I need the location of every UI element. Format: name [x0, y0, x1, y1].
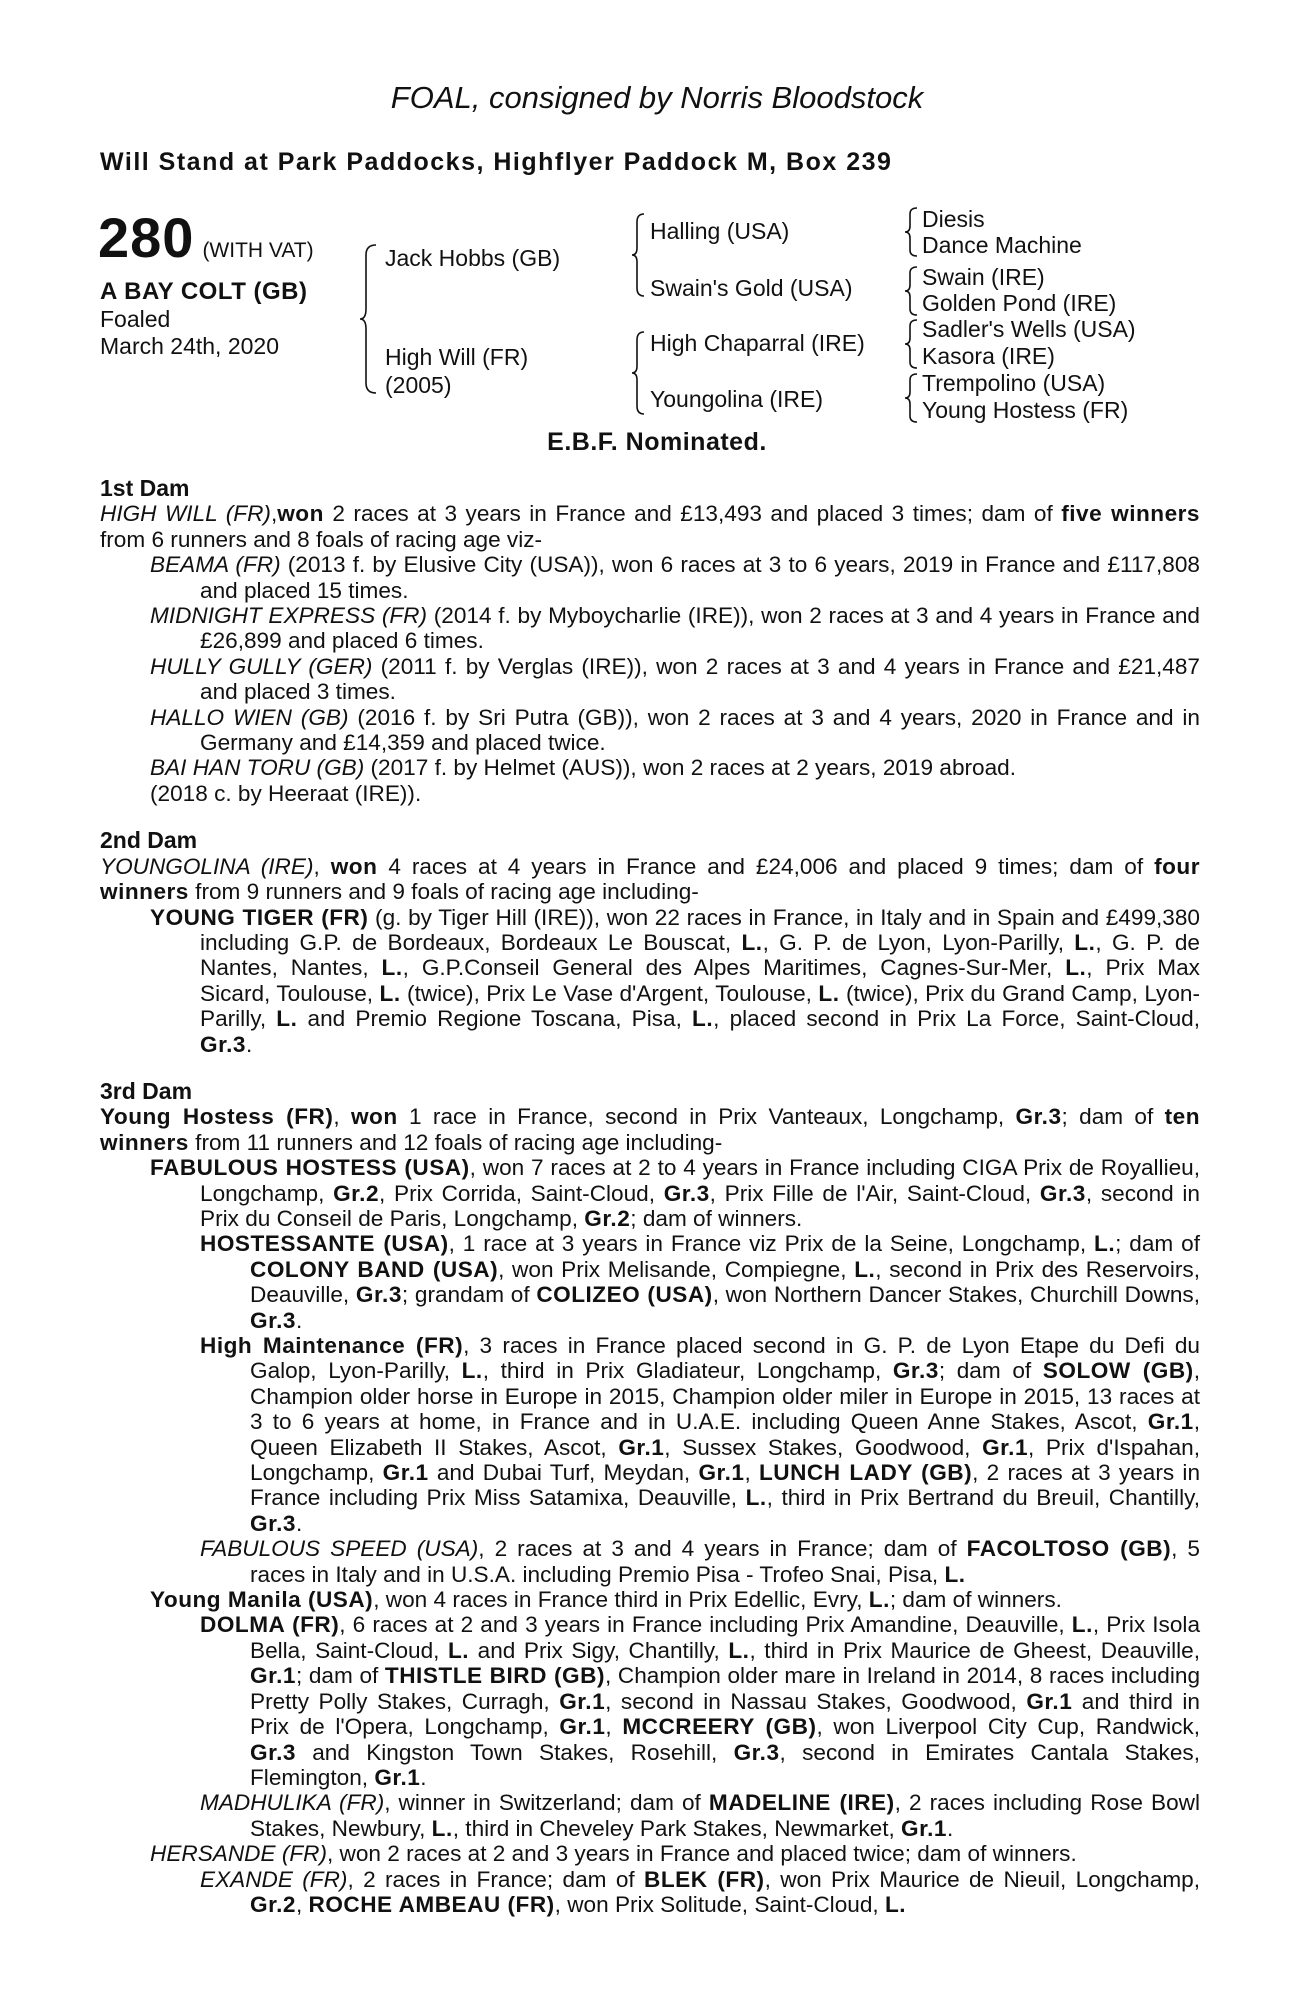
entry-text-run: ; dam of — [295, 1663, 385, 1689]
entry-text-run: L. — [818, 980, 840, 1006]
pedigree-entry — [100, 1536, 1200, 1587]
entry-text-run: MADHULIKA (FR) — [200, 1790, 385, 1816]
gg-brace-1 — [903, 206, 919, 258]
entry-text-run: and Premio Regione Toscana, Pisa, — [297, 1006, 693, 1032]
pedigree-entry — [100, 1867, 1200, 1918]
ggparent-3: Swain (IRE) — [922, 264, 1045, 290]
dam-name: High Will (FR) — [385, 344, 529, 370]
entry-text-run: from 9 runners and 9 foals of racing age including- — [188, 879, 699, 905]
section-heading: 1st Dam — [100, 475, 190, 501]
entry-text-run: . — [295, 1510, 303, 1536]
entry-text-run: L. — [854, 1256, 876, 1282]
entry-text-run: LUNCH LADY (GB) — [759, 1460, 973, 1486]
entry-text-run: , Prix Corrida, Saint-Cloud, — [379, 1180, 664, 1206]
entry-text-run: , G. P. de Nantes, Nantes, — [200, 929, 1200, 981]
entry-text-run: and Dubai Turf, Meydan, — [428, 1460, 699, 1486]
entry-text-run: BEAMA (FR) — [150, 552, 281, 578]
pedigree-entry — [100, 755, 1200, 780]
entry-text-run: Gr.1 — [559, 1688, 606, 1714]
entry-text-run: L. — [431, 1815, 453, 1841]
entry-text-run: Gr.3 — [663, 1180, 710, 1206]
entry-text-run: , second in Prix des Reservoirs, Deauville, — [250, 1256, 1200, 1308]
entry-text-run: ; dam of — [1115, 1231, 1200, 1257]
entry-text-run: , won Prix Maurice de Nieuil, Longchamp, — [764, 1866, 1200, 1892]
pedigree-entry — [100, 1333, 1200, 1536]
entry-text-run: , won Prix Solitude, Saint-Cloud, — [554, 1891, 885, 1917]
entry-text-run: (2017 f. by Helmet (AUS)), won 2 races at 2 years, 2019 abroad. — [364, 755, 1017, 781]
entry-text-run: won — [350, 1104, 398, 1130]
entry-text-run: , Prix Fille de l'Air, Saint-Cloud, — [709, 1180, 1040, 1206]
sire-sire: Halling (USA) — [650, 218, 790, 244]
section-heading: 2nd Dam — [100, 827, 198, 854]
entry-text-run: THISTLE BIRD (GB) — [384, 1663, 605, 1689]
entry-text-run: , G.P.Conseil General des Alpes Maritimes, Cagnes-Sur-Mer, — [402, 955, 1066, 981]
ggparent-4: Golden Pond (IRE) — [922, 290, 1117, 316]
gg-brace-2 — [903, 265, 919, 317]
entry-text-run: L. — [741, 929, 763, 955]
entry-text-run: (2016 f. by Sri Putra (GB)), won 2 races at 3 and 4 years, 2020 in France and in Germany and £14,359 and placed twice. — [200, 704, 1200, 756]
sire-dam: Swain's Gold (USA) — [650, 275, 853, 301]
ggparent-2: Dance Machine — [922, 232, 1082, 258]
entry-text-run: . — [420, 1764, 427, 1790]
pedigree-entry — [100, 1612, 1200, 1790]
entry-text-run: L. — [944, 1561, 966, 1587]
gg-brace-3 — [903, 318, 919, 370]
entry-text-run: , Champion older horse in Europe in 2015, Champion older miler in Europe in 2015, 13 races at 3 to 6 years at home, in France and in U.A.E. including Queen Anne Stakes, Ascot, — [250, 1358, 1200, 1435]
ebf-nomination: E.B.F. Nominated. — [547, 428, 767, 456]
entry-text-run: L. — [1065, 955, 1087, 981]
entry-text-run: L. — [692, 1006, 714, 1032]
entry-text-run: L. — [745, 1485, 767, 1511]
entry-text-run: . — [295, 1307, 303, 1333]
entry-text-run: Gr.3 — [1015, 1104, 1062, 1130]
entry-text-run: Gr.3 — [892, 1358, 939, 1384]
entry-text-run: SOLOW (GB) — [1042, 1358, 1194, 1384]
entry-text-run: COLIZEO (USA) — [536, 1282, 713, 1308]
stand-location: Will Stand at Park Paddocks, Highflyer Paddock M, Box 239 — [100, 148, 893, 176]
entry-text-run: FABULOUS SPEED (USA) — [200, 1536, 479, 1562]
entry-text-run: , — [295, 1891, 309, 1917]
sire-dam-brace — [358, 243, 380, 395]
entry-text-run: ; dam of winners. — [630, 1205, 803, 1231]
foaled-date: March 24th, 2020 — [100, 333, 280, 359]
entry-text-run: Gr.2 — [250, 1891, 296, 1917]
entry-text-run: Gr.1 — [1147, 1409, 1194, 1435]
entry-text-run: MADELINE (IRE) — [708, 1790, 895, 1816]
entry-text-run: ; dam of — [938, 1358, 1043, 1384]
entry-text-run: Gr.1 — [559, 1714, 606, 1740]
entry-text-run: , — [313, 853, 331, 879]
entry-text-run: won — [277, 501, 324, 527]
entry-text-run: Young Manila (USA) — [150, 1587, 374, 1613]
entry-text-run: won — [330, 853, 378, 879]
entry-text-run: BAI HAN TORU (GB) — [150, 755, 365, 781]
lot-heading — [98, 205, 314, 270]
entry-text-run: four winners — [100, 853, 1200, 905]
entry-text-run: , won 2 races at 2 and 3 years in France and placed twice; dam of winners. — [327, 1841, 1077, 1867]
vat-note: (WITH VAT) — [202, 239, 314, 262]
entry-text-run: Gr.3 — [250, 1307, 296, 1333]
dam-dam: Youngolina (IRE) — [650, 386, 824, 412]
pedigree-entry — [100, 1587, 1200, 1612]
entry-text-run: , second in Emirates Cantala Stakes, Flemington, — [250, 1739, 1200, 1790]
entry-text-run: HULLY GULLY (GER) — [150, 653, 373, 679]
entry-text-run: , 5 races in Italy and in U.S.A. including Premio Pisa - Trofeo Snai, Pisa, — [250, 1536, 1200, 1587]
entry-text-run: and third in Prix de l'Opera, Longchamp, — [250, 1688, 1200, 1740]
entry-text-run: , placed second in Prix La Force, Saint-Cloud, — [713, 1006, 1200, 1032]
entry-text-run: HERSANDE (FR) — [150, 1841, 327, 1867]
entry-text-run: 1 race in France, second in Prix Vanteaux, Longchamp, — [397, 1104, 1016, 1130]
entry-text-run: Gr.1 — [698, 1460, 745, 1486]
entry-text-run: from 11 runners and 12 foals of racing age including- — [188, 1129, 723, 1155]
entry-text-run: Gr.3 — [200, 1031, 246, 1057]
entry-text-run: , — [270, 501, 278, 527]
entry-text-run: Gr.1 — [250, 1663, 296, 1689]
entry-text-run: and Kingston Town Stakes, Rosehill, — [295, 1739, 734, 1765]
pedigree-entry — [100, 654, 1200, 705]
entry-text-run: ; dam of winners. — [889, 1587, 1062, 1613]
ggparent-1: Diesis — [922, 206, 985, 232]
entry-text-run: L. — [461, 1358, 483, 1384]
entry-text-run: . — [947, 1815, 954, 1841]
entry-text-run: Gr.1 — [618, 1434, 665, 1460]
entry-text-run: , 2 races at 3 years in France including Prix Miss Satamixa, Deauville, — [250, 1460, 1201, 1511]
dam-parents-brace — [630, 330, 646, 416]
entry-text-run: L. — [381, 955, 403, 981]
produce-record — [100, 476, 1200, 1917]
entry-text-run: ten winners — [100, 1104, 1200, 1155]
entry-text-run: L. — [884, 1891, 907, 1917]
entry-text-run: , 2 races in France; dam of — [347, 1866, 645, 1892]
consignment-line: FOAL, consigned by Norris Bloodstock — [390, 80, 924, 115]
pedigree-entry — [100, 501, 1200, 552]
entry-text-run: EXANDE (FR) — [200, 1866, 348, 1892]
entry-text-run: L. — [448, 1637, 470, 1663]
entry-text-run: High Maintenance (FR) — [200, 1333, 464, 1358]
entry-text-run: Gr.1 — [1026, 1688, 1073, 1714]
entry-text-run: FACOLTOSO (GB) — [966, 1536, 1172, 1562]
entry-text-run: , Prix Max Sicard, Toulouse, — [200, 955, 1200, 1006]
entry-text-run: HALLO WIEN (GB) — [150, 704, 349, 730]
ggparent-6: Kasora (IRE) — [922, 343, 1055, 369]
entry-text-run: YOUNGOLINA (IRE) — [100, 853, 314, 879]
pedigree-entry — [100, 1104, 1200, 1155]
entry-text-run: Gr.3 — [250, 1739, 296, 1765]
entry-text-run: , winner in Switzerland; dam of — [384, 1790, 709, 1816]
entry-text-run: and Prix Sigy, Chantilly, — [469, 1637, 729, 1663]
entry-text-run: , 1 race at 3 years in France viz Prix de la Seine, Longchamp, — [448, 1231, 1095, 1257]
entry-text-run: (twice), Prix du Grand Camp, Lyon-Parilly, — [200, 980, 1201, 1032]
entry-text-run: L. — [276, 1006, 298, 1032]
entry-text-run: BLEK (FR) — [644, 1866, 765, 1892]
pedigree-entry — [100, 552, 1200, 603]
entry-text-run: , Prix d'Ispahan, Longchamp, — [250, 1434, 1201, 1486]
entry-text-run: , third in Prix Bertrand du Breuil, Chantilly, — [766, 1485, 1200, 1511]
entry-text-run: ROCHE AMBEAU (FR) — [308, 1891, 555, 1917]
entry-text-run: , won Prix Melisande, Compiegne, — [498, 1256, 855, 1282]
entry-text-run: , 6 races at 2 and 3 years in France including Prix Amandine, Deauville, — [339, 1612, 1072, 1638]
entry-text-run: , third in Prix Gladiateur, Longchamp, — [482, 1358, 893, 1384]
entry-text-run: DOLMA (FR) — [200, 1612, 340, 1638]
entry-text-run: (2018 c. by Heeraat (IRE)). — [150, 780, 422, 806]
entry-text-run: L. — [1071, 1612, 1093, 1638]
entry-text-run: Young Hostess (FR) — [100, 1104, 334, 1130]
entry-text-run: Gr.1 — [382, 1460, 429, 1486]
entry-text-run: , — [605, 1714, 623, 1740]
entry-text-run: ; dam of — [1061, 1104, 1165, 1130]
entry-text-run: (twice), Prix Le Vase d'Argent, Toulouse, — [400, 980, 819, 1006]
entry-text-run: , won 7 races at 2 to 4 years in France including CIGA Prix de Royallieu, Longchamp, — [200, 1155, 1200, 1206]
foaled-label: Foaled — [100, 306, 171, 332]
entry-text-run: HIGH WILL (FR) — [100, 501, 271, 527]
entry-text-run: , Champion older mare in Ireland in 2014, 8 races including Pretty Polly Stakes, Curragh, — [250, 1663, 1201, 1714]
entry-text-run: Gr.3 — [355, 1282, 402, 1308]
entry-text-run: , 2 races including Rose Bowl Stakes, Newbury, — [250, 1790, 1200, 1841]
entry-text-run: , won Northern Dancer Stakes, Churchill Downs, — [712, 1282, 1200, 1308]
entry-text-run: 2 races at 3 years in France and £13,493 and placed 3 times; dam of — [323, 501, 1062, 527]
entry-text-run: L. — [1074, 929, 1096, 955]
entry-text-run: , 3 races in France placed second in G. P. de Lyon Etape du Defi du Galop, Lyon-Parilly, — [250, 1333, 1200, 1384]
section-heading: 3rd Dam — [100, 1077, 193, 1104]
pedigree-entry — [100, 1841, 1200, 1866]
entry-text-run: , won 4 races in France third in Prix Edellic, Evry, — [373, 1587, 869, 1613]
entry-text-run: five winners — [1061, 501, 1200, 527]
entry-text-run: , second in Prix du Conseil de Paris, Longchamp, — [200, 1180, 1200, 1231]
entry-text-run: Gr.1 — [901, 1815, 947, 1841]
entry-text-run: (2011 f. by Verglas (IRE)), won 2 races at 3 and 4 years in France and £21,487 and placed 3 times. — [200, 653, 1200, 705]
pedigree-entry — [100, 1231, 1200, 1333]
entry-text-run: HOSTESSANTE (USA) — [200, 1231, 449, 1257]
entry-text-run: YOUNG TIGER (FR) — [150, 904, 369, 930]
pedigree-entry — [100, 1155, 1200, 1231]
lot-description: A BAY COLT (GB) — [100, 278, 308, 305]
dam-year: (2005) — [385, 372, 452, 398]
entry-text-run: , third in Prix Maurice de Gheest, Deauville, — [749, 1637, 1200, 1663]
sire-parents-brace — [630, 212, 646, 298]
entry-text-run: , 2 races at 3 and 4 years in France; dam of — [478, 1536, 967, 1562]
ggparent-7: Trempolino (USA) — [922, 370, 1106, 396]
entry-text-run: Gr.2 — [333, 1180, 380, 1206]
entry-text-run: , Queen Elizabeth II Stakes, Ascot, — [250, 1409, 1200, 1460]
entry-text-run: Gr.1 — [982, 1434, 1029, 1460]
ggparent-8: Young Hostess (FR) — [922, 397, 1129, 423]
entry-text-run: , third in Cheveley Park Stakes, Newmarket, — [452, 1815, 902, 1841]
entry-text-run: (2014 f. by Myboycharlie (IRE)), won 2 races at 3 and 4 years in France and £26,899 and placed 6 times. — [200, 603, 1200, 654]
ggparent-5: Sadler's Wells (USA) — [922, 316, 1136, 342]
entry-text-run: , second in Nassau Stakes, Goodwood, — [605, 1688, 1027, 1714]
entry-text-run: , — [333, 1104, 351, 1130]
entry-text-run: Gr.3 — [733, 1739, 780, 1765]
entry-text-run: 4 races at 4 years in France and £24,006 and placed 9 times; dam of — [377, 853, 1155, 879]
pedigree-entry — [100, 1790, 1200, 1841]
entry-text-run: ; grandam of — [401, 1282, 537, 1308]
entry-text-run: , Sussex Stakes, Goodwood, — [664, 1434, 983, 1460]
entry-text-run: COLONY BAND (USA) — [250, 1256, 499, 1282]
entry-text-run: MCCREERY (GB) — [622, 1714, 817, 1740]
entry-text-run: , won Liverpool City Cup, Randwick, — [816, 1714, 1200, 1740]
entry-text-run: Gr.1 — [374, 1764, 421, 1790]
entry-text-run: , G. P. de Lyon, Lyon-Parilly, — [762, 929, 1075, 955]
lot-number: 280 — [98, 206, 195, 269]
pedigree-entry — [100, 905, 1200, 1057]
entry-text-run: FABULOUS HOSTESS (USA) — [150, 1155, 470, 1181]
entry-text-run: MIDNIGHT EXPRESS (FR) — [150, 603, 428, 629]
entry-text-run: Gr.3 — [250, 1510, 296, 1536]
entry-text-run: Gr.3 — [1039, 1180, 1086, 1206]
entry-text-run: L. — [728, 1637, 750, 1663]
entry-text-run: , Prix Isola Bella, Saint-Cloud, — [250, 1612, 1201, 1663]
pedigree-entry — [100, 781, 1200, 806]
dam-sire: High Chaparral (IRE) — [650, 330, 865, 356]
entry-text-run: (2013 f. by Elusive City (USA)), won 6 races at 3 to 6 years, 2019 in France and £117,808 and placed 15 times. — [200, 552, 1200, 603]
pedigree-entry — [100, 854, 1200, 905]
entry-text-run: , — [744, 1460, 759, 1486]
gg-brace-4 — [903, 372, 919, 424]
pedigree-entry — [100, 603, 1200, 654]
pedigree-entry — [100, 705, 1200, 756]
entry-text-run: Gr.2 — [584, 1205, 631, 1231]
sire-name: Jack Hobbs (GB) — [385, 245, 561, 271]
entry-text-run: from 6 runners and 8 foals of racing age viz- — [100, 526, 543, 552]
entry-text-run: . — [245, 1031, 253, 1057]
entry-text-run: L. — [1094, 1231, 1116, 1257]
entry-text-run: L. — [379, 980, 401, 1006]
entry-text-run: L. — [868, 1587, 890, 1613]
entry-text-run: (g. by Tiger Hill (IRE)), won 22 races in France, in Italy and in Spain and £499,380 including G.P. de Bordeaux, Bordeaux Le Bouscat, — [200, 904, 1200, 955]
